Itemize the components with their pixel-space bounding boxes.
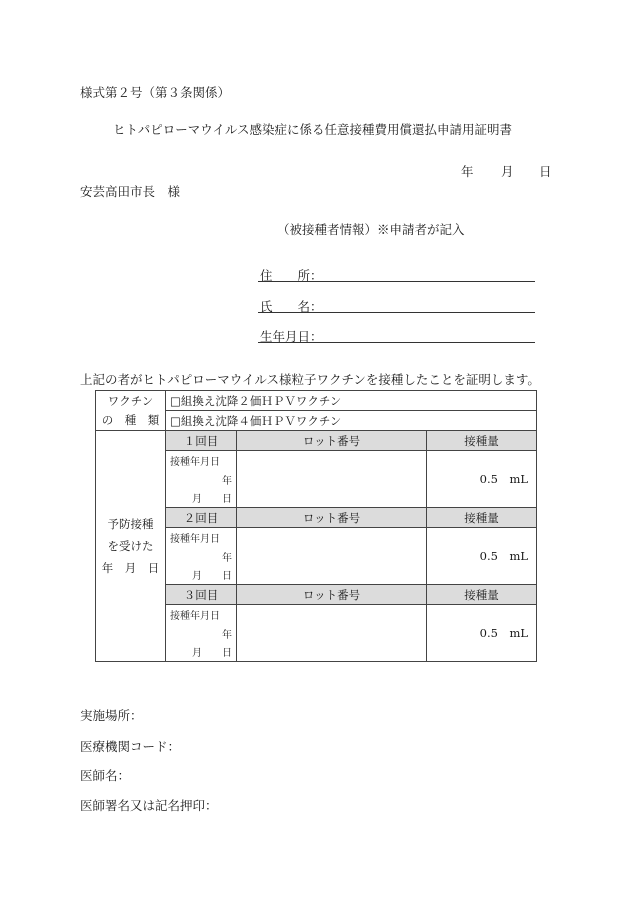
name-underline: [258, 312, 535, 313]
address-underline: [258, 281, 535, 282]
dose-amount: 0.5 mL: [427, 528, 537, 585]
date-month: 月: [501, 164, 514, 179]
vaccination-date-field-label: 接種年月日: [166, 605, 237, 624]
amount-header: 接種量: [427, 508, 537, 528]
date-day: 日: [539, 164, 552, 179]
dose-label: ２回目: [166, 508, 237, 528]
dose-label: １回目: [166, 431, 237, 451]
vaccine-type-row-1: [96, 391, 537, 411]
form-number: 様式第２号（第３条関係）: [80, 85, 231, 100]
lot-number-header: ロット番号: [237, 585, 427, 605]
addressee: 安芸高田市長 様: [80, 184, 181, 199]
certification-statement: 上記の者がヒトパピローマウイルス様粒子ワクチンを接種したことを証明します。: [80, 372, 540, 387]
vaccination-year-field[interactable]: 年: [166, 547, 237, 566]
address-label: 住 所：: [260, 268, 323, 283]
doctor-signature-label: 医師署名又は記名押印：: [80, 798, 218, 813]
vaccination-month-day-field[interactable]: 月 日: [166, 643, 237, 662]
date-year: 年: [461, 164, 474, 179]
dose-amount: 0.5 mL: [427, 451, 537, 508]
amount-header: 接種量: [427, 585, 537, 605]
vaccination-date-label-line2: を受けた: [107, 539, 154, 553]
vaccination-table: [95, 390, 537, 662]
institution-code-label: 医療機関コード：: [80, 739, 181, 754]
dose-amount: 0.5 mL: [427, 605, 537, 662]
vaccine-option-4valent[interactable]: □組換え沈降４価ＨＰＶワクチン: [166, 411, 537, 431]
vaccination-date-label: [96, 431, 166, 662]
vaccine-type-label-line1: ワクチン: [96, 391, 166, 411]
location-label: 実施場所：: [80, 708, 143, 723]
dose-header-row: [96, 431, 537, 451]
vaccination-year-field[interactable]: 年: [166, 470, 237, 489]
vaccine-type-row-2: [96, 411, 537, 431]
vaccination-date-field-label: 接種年月日: [166, 528, 237, 547]
name-label: 氏 名：: [260, 299, 323, 314]
vaccination-date-field-label: 接種年月日: [166, 451, 237, 470]
lot-number-header: ロット番号: [237, 508, 427, 528]
vaccination-date-label-line3: 年 月 日: [101, 561, 160, 575]
lot-number-field[interactable]: [237, 528, 427, 585]
vaccination-year-field[interactable]: 年: [166, 624, 237, 643]
vaccination-month-day-field[interactable]: 月 日: [166, 566, 237, 585]
lot-number-field[interactable]: [237, 605, 427, 662]
birthdate-label: 生年月日：: [260, 329, 323, 344]
vaccine-type-label-line2: の 種 類: [96, 411, 166, 431]
recipient-section-heading: （被接種者情報）※申請者が記入: [277, 222, 465, 237]
vaccination-date-label-line1: 予防接種: [107, 517, 154, 531]
lot-number-field[interactable]: [237, 451, 427, 508]
doctor-name-label: 医師名：: [80, 768, 131, 783]
vaccine-option-2valent[interactable]: □組換え沈降２価ＨＰＶワクチン: [166, 391, 537, 411]
vaccination-month-day-field[interactable]: 月 日: [166, 489, 237, 508]
dose-label: ３回目: [166, 585, 237, 605]
document-title: ヒトパピローマウイルス感染症に係る任意接種費用償還払申請用証明書: [113, 122, 513, 137]
amount-header: 接種量: [427, 431, 537, 451]
birthdate-underline: [258, 342, 535, 343]
lot-number-header: ロット番号: [237, 431, 427, 451]
